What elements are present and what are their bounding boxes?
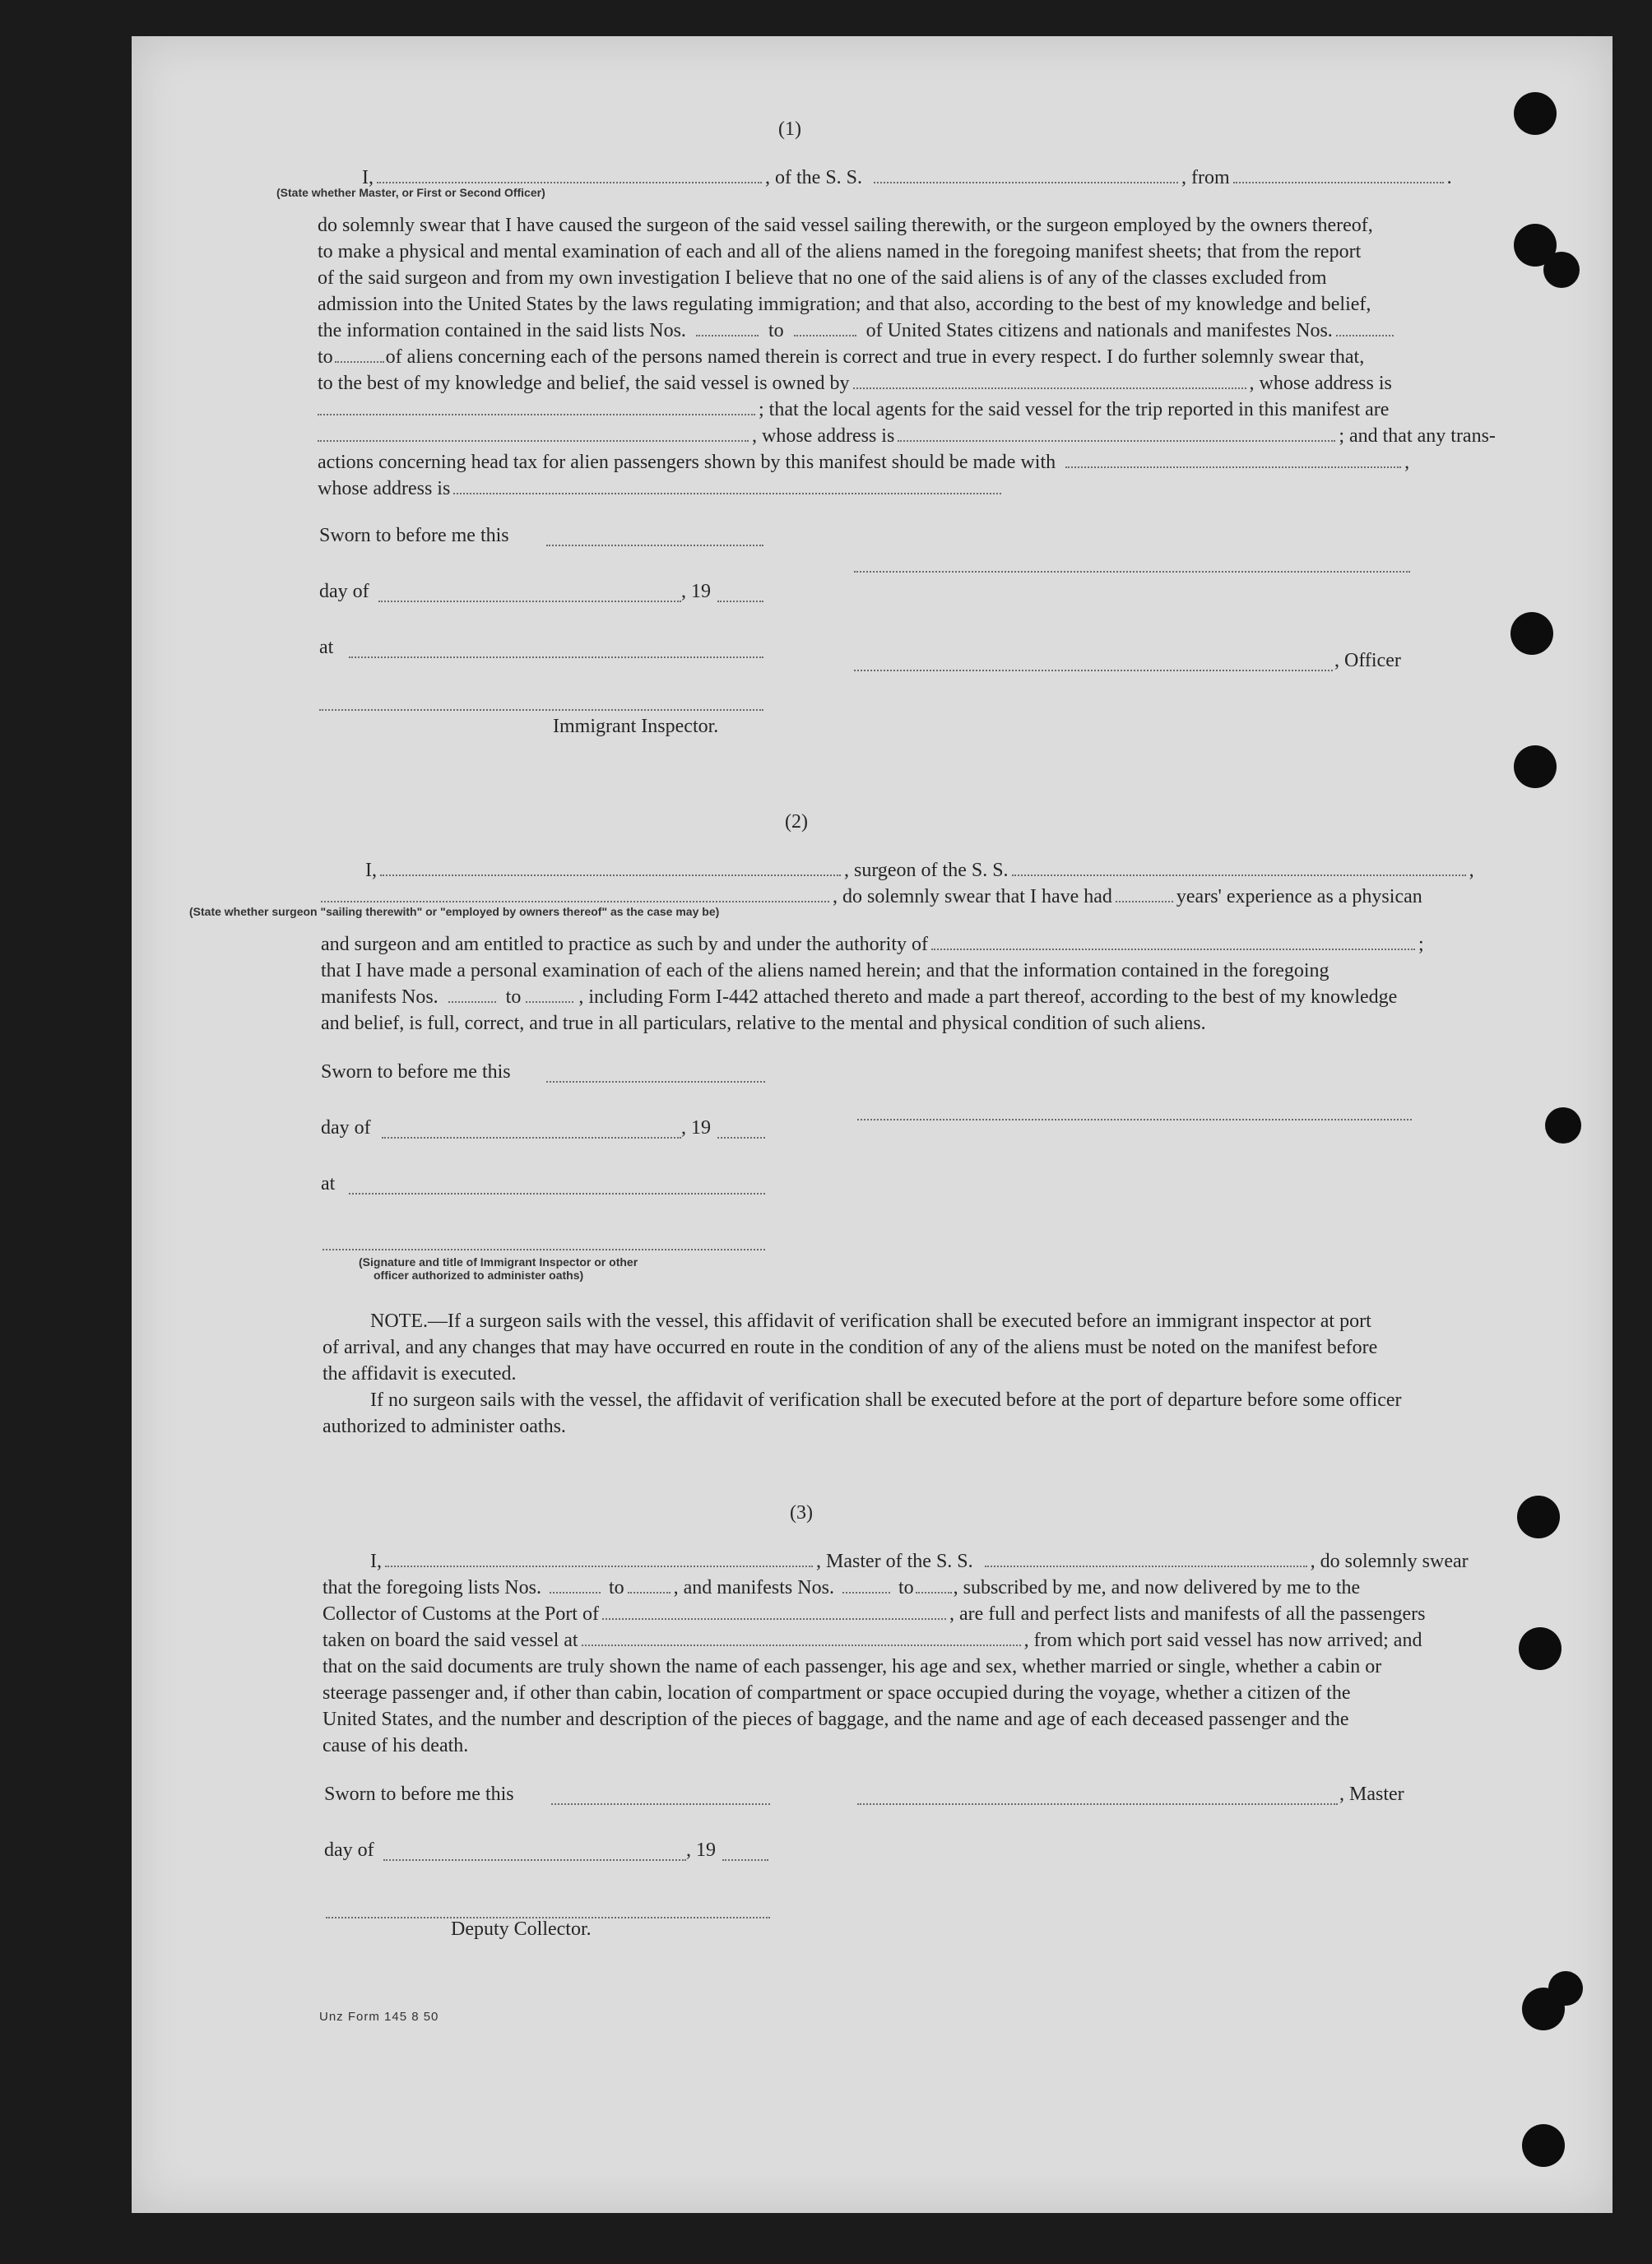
s3-line-3: Collector of Customs at the Port of , are full and perfect lists and manifests of all the passengers xyxy=(323,1603,1426,1625)
s1-sworn-label: Sworn to before me this xyxy=(319,525,509,546)
section-3-heading: (3) xyxy=(790,1502,813,1524)
s1-day-of-label: day of xyxy=(319,581,369,602)
s1-line-12: whose address is xyxy=(318,476,1543,502)
s2-inspector-line xyxy=(323,1249,765,1250)
s1-officer-caption: (State whether Master, or First or Second Officer) xyxy=(276,186,545,199)
s1-line-1: I, , of the S. S. , from . xyxy=(362,167,1452,188)
s1-officer-line xyxy=(854,670,1333,671)
s1-line-4: of the said surgeon and from my own investigation I believe that no one of the said aliens is of any of the classes excluded from xyxy=(318,267,1327,289)
s2-sworn-label: Sworn to before me this xyxy=(321,1061,511,1083)
punch-hole xyxy=(1543,252,1580,288)
s3-year-label: , 19 xyxy=(686,1840,716,1861)
section-1-heading: (1) xyxy=(778,118,801,140)
s1-officer-signature-line xyxy=(854,571,1410,573)
s3-line-2: that the foregoing lists Nos. to , and manifests Nos. to , subscribed by me, and now delivered by me to the xyxy=(323,1577,1361,1598)
s3-line-6: steerage passenger and, if other than cabin, location of compartment or space occupied during the voyage, whether a citizen of the xyxy=(323,1682,1351,1704)
s2-signature-caption-1: (Signature and title of Immigrant Inspector or other xyxy=(359,1255,638,1269)
s3-year-line xyxy=(722,1859,768,1861)
s1-at-line xyxy=(349,656,763,658)
punch-hole xyxy=(1514,745,1557,788)
s2-note-line-5: authorized to administer oaths. xyxy=(323,1416,566,1437)
s3-sworn-line xyxy=(551,1803,770,1805)
punch-hole xyxy=(1510,612,1553,655)
punch-hole xyxy=(1522,2124,1565,2167)
s3-master-label: , Master xyxy=(1339,1784,1404,1805)
s2-at-line xyxy=(349,1193,765,1195)
s2-at-label: at xyxy=(321,1173,336,1195)
s1-at-label: at xyxy=(319,637,334,658)
s2-day-line xyxy=(382,1137,681,1139)
punch-hole xyxy=(1548,1971,1583,2006)
s3-collector-label: Deputy Collector. xyxy=(451,1918,592,1940)
form-number: Unz Form 145 8 50 xyxy=(319,2010,439,2024)
s1-year-label: , 19 xyxy=(681,581,711,602)
s2-line-5: manifests Nos. to , including Form I-442 attached thereto and made a part thereof, according to the best of my knowledge xyxy=(321,986,1398,1008)
s3-line-1: I, , Master of the S. S. , do solemnly swear xyxy=(370,1551,1469,1572)
s2-line-3: and surgeon and am entitled to practice as such by and under the authority of ; xyxy=(321,934,1424,955)
s3-line-5: that on the said documents are truly shown the name of each passenger, his age and sex, whether married or single, whether a cabin or xyxy=(323,1656,1382,1677)
s1-line-5: admission into the United States by the laws regulating immigration; and that also, according to the best of my knowledge and belief, xyxy=(318,294,1371,315)
s2-surgeon-caption: (State whether surgeon "sailing therewith" or "employed by owners thereof" as the case may be) xyxy=(189,905,720,918)
s2-note-line-4: If no surgeon sails with the vessel, the affidavit of verification shall be executed before at the port of departure before some officer xyxy=(370,1389,1402,1411)
s1-sworn-line xyxy=(546,545,763,546)
s1-line-7: to of aliens concerning each of the persons named therein is correct and true in every respect. I do further solemnly swear that, xyxy=(318,346,1365,368)
s2-line-2: , do solemnly swear that I have had years' experience as a physican xyxy=(321,884,1547,910)
punch-hole xyxy=(1545,1107,1581,1144)
s1-line-11: actions concerning head tax for alien passengers shown by this manifest should be made with , xyxy=(318,452,1410,473)
s2-surgeon-signature-line xyxy=(857,1119,1412,1120)
s3-day-line xyxy=(383,1859,686,1861)
s2-note-line-3: the affidavit is executed. xyxy=(323,1363,517,1385)
s1-line-6: the information contained in the said lists Nos. to of United States citizens and nationals and manifestes Nos. xyxy=(318,318,1543,344)
s1-day-line xyxy=(378,601,681,602)
s2-line-4: that I have made a personal examination of each of the aliens named herein; and that the information contained in the foregoing xyxy=(321,960,1329,981)
section-2-heading: (2) xyxy=(785,811,808,833)
s2-line-1: I, , surgeon of the S. S. , xyxy=(365,860,1474,881)
form-page xyxy=(132,36,1613,2213)
s2-day-of-label: day of xyxy=(321,1117,371,1139)
punch-hole xyxy=(1517,1496,1560,1538)
s1-line-9: ; that the local agents for the said vessel for the trip reported in this manifest are xyxy=(318,397,1543,423)
s2-year-label: , 19 xyxy=(681,1117,711,1139)
s1-officer-label: , Officer xyxy=(1334,650,1401,671)
s3-line-7: United States, and the number and description of the pieces of baggage, and the name and age of each deceased passenger and the xyxy=(323,1709,1349,1730)
s2-note-line-2: of arrival, and any changes that may have occurred en route in the condition of any of the aliens must be noted on the manifest before xyxy=(323,1337,1378,1358)
s2-year-line xyxy=(717,1137,765,1139)
s1-inspector-line xyxy=(319,709,763,711)
s3-line-8: cause of his death. xyxy=(323,1735,469,1756)
s1-line-8: to the best of my knowledge and belief, the said vessel is owned by , whose address is xyxy=(318,373,1392,394)
s3-line-4: taken on board the said vessel at , from which port said vessel has now arrived; and xyxy=(323,1630,1422,1651)
s1-line-3: to make a physical and mental examination of each and all of the aliens named in the foregoing manifest sheets; that from the report xyxy=(318,241,1362,262)
s2-line-6: and belief, is full, correct, and true in all particulars, relative to the mental and physical condition of such aliens. xyxy=(321,1013,1206,1034)
s1-year-line xyxy=(717,601,763,602)
s1-line-10: , whose address is ; and that any trans- xyxy=(318,423,1543,449)
s2-sworn-line xyxy=(546,1081,765,1083)
s1-inspector-label: Immigrant Inspector. xyxy=(553,716,719,737)
s3-master-line xyxy=(857,1803,1338,1805)
s2-note-line-1: NOTE.—If a surgeon sails with the vessel, this affidavit of verification shall be executed before an immigrant inspector at port xyxy=(370,1311,1371,1332)
punch-hole xyxy=(1514,92,1557,135)
s3-day-of-label: day of xyxy=(324,1840,374,1861)
s2-signature-caption-2: officer authorized to administer oaths) xyxy=(374,1269,584,1282)
s1-line-2: do solemnly swear that I have caused the surgeon of the said vessel sailing therewith, or the surgeon employed by the owners thereof, xyxy=(318,215,1373,236)
s3-sworn-label: Sworn to before me this xyxy=(324,1784,514,1805)
